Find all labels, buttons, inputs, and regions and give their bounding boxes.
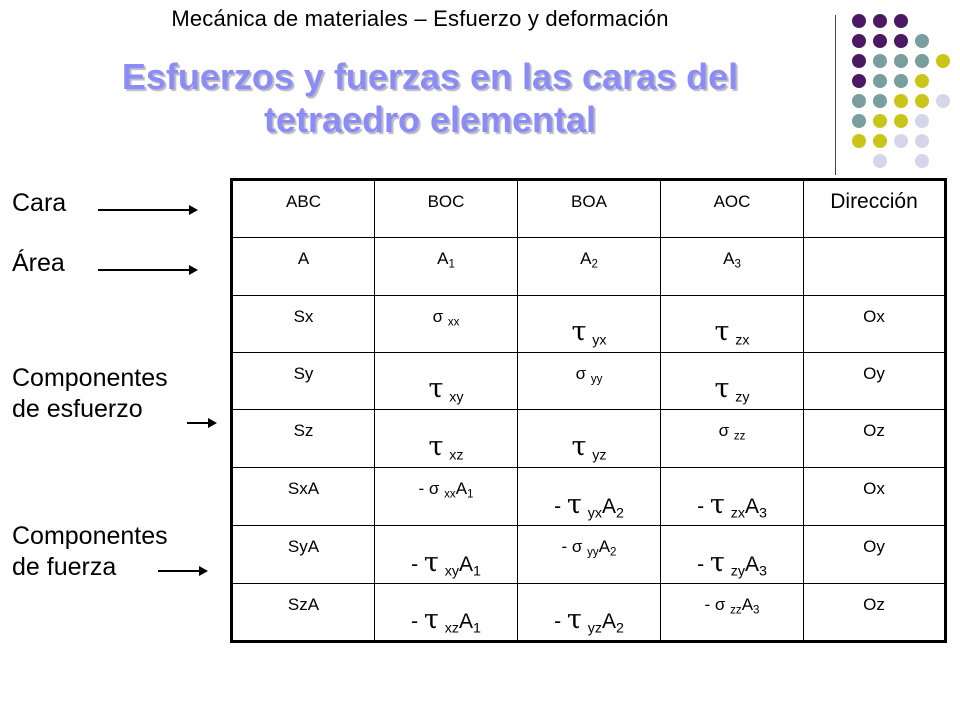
cell-direction: Ox — [804, 296, 946, 353]
minus-sign: - — [411, 610, 424, 634]
label-area: Área — [12, 249, 65, 277]
stress-sub: zz — [733, 430, 746, 443]
stress-force-table — [230, 178, 947, 643]
dot — [894, 34, 908, 48]
area-base: A — [744, 552, 759, 576]
dot — [936, 54, 950, 68]
cell-direction: Oy — [804, 526, 946, 584]
area-base: A — [601, 494, 616, 518]
decorative-divider — [835, 15, 836, 175]
label-componentes-esfuerzo-line2: de esfuerzo — [12, 395, 143, 423]
area-sub: 2 — [615, 505, 624, 522]
area-base: A — [598, 537, 611, 556]
dot — [852, 34, 866, 48]
minus-sign: - — [554, 494, 567, 518]
arrow-componentes-fuerza — [158, 570, 206, 572]
dot — [852, 14, 866, 28]
sigma-symbol: σ — [718, 421, 730, 440]
stress-sub: xz — [444, 620, 459, 637]
cell-force — [518, 526, 661, 584]
dot — [852, 54, 866, 68]
sigma-symbol: σ — [714, 595, 726, 614]
cell-stress — [375, 353, 518, 410]
cell-label: SzA — [232, 584, 375, 642]
stress-sub: yz — [587, 620, 602, 637]
cell-stress — [518, 410, 661, 468]
cell-force — [518, 468, 661, 526]
minus-sign: - — [704, 595, 715, 614]
dot — [894, 134, 908, 148]
dot — [894, 54, 908, 68]
dot — [852, 114, 866, 128]
tau-symbol: τ — [571, 430, 587, 462]
a1-sub: 1 — [448, 258, 455, 271]
stress-sub: yz — [592, 447, 607, 464]
label-componentes-fuerza-line2: de fuerza — [12, 553, 117, 581]
table-row — [232, 296, 946, 353]
area-base: A — [741, 595, 754, 614]
cell-stress — [375, 410, 518, 468]
slide-subtitle: Mecánica de materiales – Esfuerzo y deformación — [171, 6, 669, 31]
minus-sign: - — [418, 479, 429, 498]
table-row — [232, 526, 946, 584]
arrow-componentes-esfuerzo — [187, 422, 215, 424]
stress-sub: yx — [592, 332, 607, 349]
decorative-dot-grid — [846, 14, 946, 164]
header-boa: BOA — [518, 180, 661, 238]
stress-sub: zx — [730, 505, 745, 522]
table-row — [232, 584, 946, 642]
stress-sub: zy — [730, 563, 745, 580]
cell-force — [518, 584, 661, 642]
tau-symbol: τ — [428, 373, 444, 405]
area-sub: 2 — [615, 620, 624, 637]
tau-symbol: τ — [709, 546, 725, 578]
dot — [873, 114, 887, 128]
cell-direction: Oz — [804, 410, 946, 468]
arrow-cara — [98, 209, 196, 211]
tau-symbol: τ — [714, 316, 730, 348]
dot — [873, 134, 887, 148]
cell-force — [661, 526, 804, 584]
area-base: A — [601, 610, 616, 634]
cell-area-a: A — [232, 238, 375, 296]
a2-base: A — [580, 249, 592, 268]
dot — [894, 14, 908, 28]
label-componentes-esfuerzo — [12, 363, 168, 425]
cell-label: Sz — [232, 410, 375, 468]
area-sub: 3 — [758, 505, 767, 522]
header-boc: BOC — [375, 180, 518, 238]
tau-symbol: τ — [428, 430, 444, 462]
dot — [873, 154, 887, 168]
dot — [915, 74, 929, 88]
header-abc: ABC — [232, 180, 375, 238]
area-base: A — [455, 479, 468, 498]
cell-stress — [661, 410, 804, 468]
cell-force — [375, 468, 518, 526]
area-sub: 1 — [467, 488, 474, 501]
dot — [915, 34, 929, 48]
label-componentes-esfuerzo-line1: Componentes — [12, 364, 168, 392]
dot — [873, 34, 887, 48]
area-sub: 3 — [758, 563, 767, 580]
area-base: A — [458, 552, 473, 576]
dot — [894, 94, 908, 108]
cell-stress — [375, 296, 518, 353]
stress-sub: zz — [730, 604, 742, 617]
dot — [915, 134, 929, 148]
area-sub: 1 — [472, 563, 481, 580]
minus-sign: - — [411, 552, 424, 576]
area-sub: 3 — [753, 604, 760, 617]
minus-sign: - — [697, 552, 710, 576]
table-row — [232, 410, 946, 468]
cell-direction: Ox — [804, 468, 946, 526]
title-line-2: tetraedro elemental — [263, 99, 597, 140]
header-direccion: Dirección — [804, 180, 946, 238]
tau-symbol: τ — [566, 488, 582, 520]
minus-sign: - — [554, 610, 567, 634]
dot — [915, 114, 929, 128]
header-aoc: AOC — [661, 180, 804, 238]
area-base: A — [458, 610, 473, 634]
stress-sub: xx — [444, 488, 456, 501]
dot — [873, 94, 887, 108]
cell-direction: Oy — [804, 353, 946, 410]
stress-sub: yy — [590, 373, 603, 386]
table-row — [232, 353, 946, 410]
tau-symbol: τ — [423, 604, 439, 636]
label-componentes-fuerza-line1: Componentes — [12, 522, 168, 550]
arrow-area — [98, 269, 196, 271]
a3-base: A — [723, 249, 735, 268]
title-line-1: Esfuerzos y fuerzas en las caras del — [121, 56, 739, 97]
cell-force — [661, 468, 804, 526]
stress-sub: zy — [735, 389, 750, 406]
cell-area-a3 — [661, 238, 804, 296]
cell-force — [375, 526, 518, 584]
a3-sub: 3 — [734, 258, 741, 271]
tau-symbol: τ — [566, 604, 582, 636]
dot — [873, 14, 887, 28]
a1-base: A — [437, 249, 449, 268]
cell-area-a1 — [375, 238, 518, 296]
table-row-area — [232, 238, 946, 296]
dot — [852, 94, 866, 108]
minus-sign: - — [697, 494, 710, 518]
stress-sub: zx — [735, 332, 750, 349]
label-cara: Cara — [12, 189, 67, 217]
area-base: A — [744, 494, 759, 518]
cell-area-empty — [804, 238, 946, 296]
cell-stress — [518, 296, 661, 353]
tau-symbol: τ — [709, 488, 725, 520]
tau-symbol: τ — [423, 546, 439, 578]
a2-sub: 2 — [591, 258, 598, 271]
tau-symbol: τ — [571, 316, 587, 348]
sigma-symbol: σ — [432, 307, 444, 326]
cell-label: SyA — [232, 526, 375, 584]
table-row-header — [232, 180, 946, 238]
sigma-symbol: σ — [575, 364, 587, 383]
dot — [915, 94, 929, 108]
stress-sub: yy — [587, 546, 599, 559]
cell-force — [661, 584, 804, 642]
cell-label: SxA — [232, 468, 375, 526]
dot — [936, 94, 950, 108]
cell-label: Sx — [232, 296, 375, 353]
tau-symbol: τ — [714, 373, 730, 405]
area-sub: 1 — [472, 620, 481, 637]
dot — [852, 74, 866, 88]
stress-sub: xx — [447, 316, 460, 329]
cell-area-a2 — [518, 238, 661, 296]
label-componentes-fuerza — [12, 521, 168, 583]
cell-label: Sy — [232, 353, 375, 410]
dot — [915, 154, 929, 168]
stress-sub: yx — [587, 505, 602, 522]
table-row — [232, 468, 946, 526]
area-sub: 2 — [610, 546, 617, 559]
dot — [873, 74, 887, 88]
minus-sign: - — [561, 537, 572, 556]
sigma-symbol: σ — [571, 537, 583, 556]
dot — [852, 134, 866, 148]
cell-stress — [661, 353, 804, 410]
cell-stress — [518, 353, 661, 410]
dot — [894, 74, 908, 88]
stress-sub: xz — [449, 447, 464, 464]
dot — [915, 54, 929, 68]
cell-stress — [661, 296, 804, 353]
slide-title — [30, 55, 830, 141]
cell-force — [375, 584, 518, 642]
dot — [873, 54, 887, 68]
dot — [894, 114, 908, 128]
stress-sub: xy — [449, 389, 464, 406]
sigma-symbol: σ — [428, 479, 440, 498]
cell-direction: Oz — [804, 584, 946, 642]
stress-sub: xy — [444, 563, 459, 580]
